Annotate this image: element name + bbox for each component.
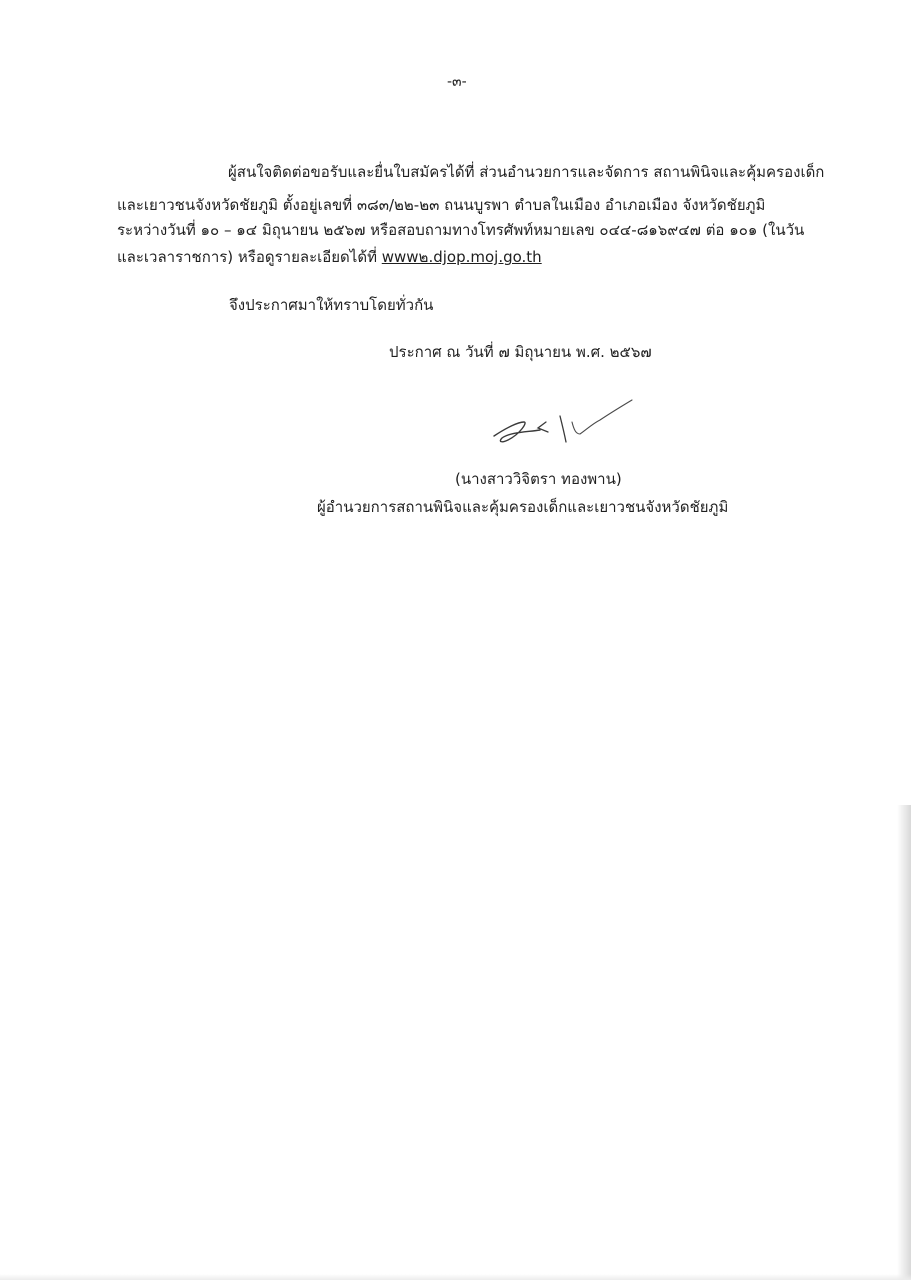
paragraph-line-3: ระหว่างวันที่ ๑๐ – ๑๔ มิถุนายน ๒๕๖๗ หรือสอบถามทางโทรศัพท์หมายเลข ๐๔๔-๘๑๖๙๔๗ ต่อ ๑๐๑ (ในวัน — [117, 221, 805, 239]
paragraph-line-4 — [117, 247, 542, 267]
website-link[interactable]: www๒.djop.moj.go.th — [381, 248, 542, 266]
paragraph-line-1: ผู้สนใจติดต่อขอรับและยื่นใบสมัครได้ที่ ส่วนอำนวยการและจัดการ สถานพินิจและคุ้มครองเด็ก — [228, 163, 825, 181]
paragraph-line-2: และเยาวชนจังหวัดชัยภูมิ ตั้งอยู่เลขที่ ๓๘๓/๒๒-๒๓ ถนนบูรพา ตำบลในเมือง อำเภอเมือง จังหวัดชัยภูมิ — [117, 196, 766, 214]
page-number: -๓- — [447, 74, 467, 90]
scan-bottom-shadow — [0, 1274, 911, 1280]
paragraph-line-4-text: และเวลาราชการ) หรือดูรายละเอียดได้ที่ — [117, 248, 382, 266]
scan-edge-shadow — [897, 805, 911, 1280]
handwritten-signature — [488, 392, 638, 456]
announcement-date: ประกาศ ณ วันที่ ๗ มิถุนายน พ.ศ. ๒๕๖๗ — [389, 343, 652, 361]
signatory-name: (นางสาววิจิตรา ทองพาน) — [455, 470, 622, 488]
signatory-title: ผู้อำนวยการสถานพินิจและคุ้มครองเด็กและเยาวชนจังหวัดชัยภูมิ — [317, 498, 729, 516]
announcement-line: จึงประกาศมาให้ทราบโดยทั่วกัน — [229, 296, 434, 314]
